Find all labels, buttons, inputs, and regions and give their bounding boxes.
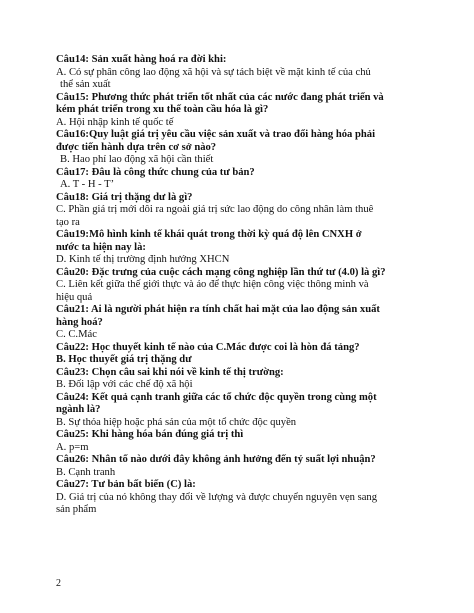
question-line: Câu16:Quy luật giá trị yêu cầu việc sản xuất và trao đổi hàng hóa phải bbox=[56, 129, 376, 140]
question-line: Câu25: Khi hàng hóa bán đúng giá trị thì bbox=[56, 429, 244, 440]
document-body bbox=[56, 54, 426, 517]
question-line: B. Học thuyết giá trị thặng dư bbox=[56, 354, 192, 365]
question-line: Câu15: Phương thức phát triển tốt nhất của các nước đang phát triển và bbox=[56, 91, 384, 103]
question-line: Câu19:Mô hình kinh tế khái quát trong thời kỳ quá độ lên CNXH ở bbox=[56, 229, 362, 240]
answer-line: B. Sự thỏa hiệp hoặc phá sản của một tổ chức độc quyền bbox=[56, 416, 297, 428]
page-number: 2 bbox=[56, 578, 61, 589]
question-line: ngành là? bbox=[56, 404, 101, 415]
question-line: Câu24: Kết quả cạnh tranh giữa các tổ chức độc quyền trong cùng một bbox=[56, 391, 377, 403]
question-line: Câu22: Học thuyết kinh tế nào của C.Mác được coi là hòn đá tảng? bbox=[56, 341, 360, 353]
question-line: Câu21: Ai là người phát hiện ra tính chất hai mặt của lao động sản xuất bbox=[56, 304, 380, 315]
answer-line: C. Phần giá trị mới dôi ra ngoài giá trị sức lao động do công nhân làm thuê bbox=[56, 204, 374, 215]
answer-line: thể sản xuất bbox=[60, 79, 111, 90]
answer-line: B. Hao phí lao động xã hội cần thiết bbox=[60, 154, 214, 165]
answer-line: sản phẩm bbox=[56, 504, 97, 515]
question-line: Câu20: Đặc trưng của cuộc cách mạng công nghiệp lần thứ tư (4.0) là gì? bbox=[56, 266, 386, 278]
answer-line: C. Liên kết giữa thế giới thực và ảo để thực hiện công việc thông minh và bbox=[56, 279, 369, 290]
answer-line: A. T - H - T’ bbox=[60, 179, 115, 190]
answer-line: hiệu quả bbox=[56, 291, 93, 303]
question-line: Câu26: Nhân tố nào dưới đây không ảnh hưởng đến tỷ suất lợi nhuận? bbox=[56, 454, 376, 465]
answer-line: A. p=m bbox=[56, 441, 89, 453]
answer-line: D. Giá trị của nó không thay đổi về lượng và được chuyển nguyên vẹn sang bbox=[56, 491, 378, 503]
question-line: kém phát triển trong xu thế toàn cầu hóa là gì? bbox=[56, 104, 269, 115]
question-line: Câu17: Đâu là công thức chung của tư bản? bbox=[56, 166, 255, 178]
question-line: được tiến hành dựa trên cơ sở nào? bbox=[56, 141, 217, 153]
question-line: Câu23: Chọn câu sai khi nói về kinh tế thị trường: bbox=[56, 366, 284, 378]
answer-line: B. Cạnh tranh bbox=[56, 466, 116, 478]
question-line: Câu18: Giá trị thặng dư là gì? bbox=[56, 191, 193, 203]
answer-line: tạo ra bbox=[56, 216, 80, 228]
answer-line: A. Hội nhập kinh tế quốc tế bbox=[56, 116, 174, 128]
question-line: Câu27: Tư bản bất biến (C) là: bbox=[56, 479, 196, 490]
question-line: nước ta hiện nay là: bbox=[56, 241, 146, 253]
answer-line: A. Có sự phân công lao động xã hội và sự tách biệt về mặt kinh tế của chủ bbox=[56, 66, 371, 78]
question-line: hàng hoá? bbox=[56, 316, 103, 328]
answer-line: D. Kinh tế thị trường định hướng XHCN bbox=[56, 254, 230, 265]
question-line: Câu14: Sản xuất hàng hoá ra đời khi: bbox=[56, 54, 227, 65]
answer-line: C. C.Mác bbox=[56, 329, 97, 340]
answer-line: B. Đối lập với các chế độ xã hội bbox=[56, 379, 193, 390]
